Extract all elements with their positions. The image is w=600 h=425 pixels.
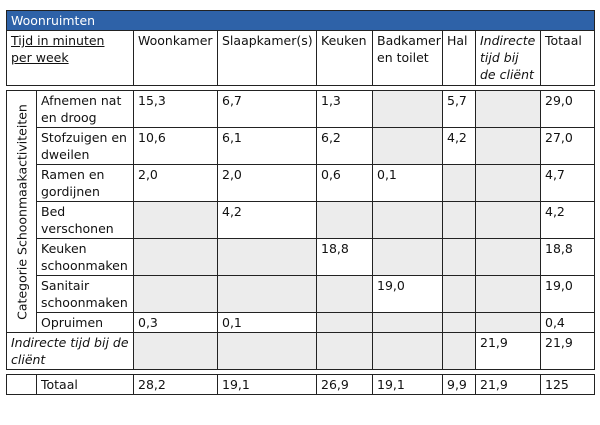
table-row [7, 313, 595, 333]
activity-label: Sanitair schoonmaken [37, 276, 134, 313]
cell-woonkamer [134, 333, 218, 370]
header-tijd: Tijd in minuten per week [7, 31, 134, 86]
total-row-label: Totaal [37, 375, 134, 395]
activity-label: Afnemen nat en droog [37, 91, 134, 128]
cell-hal [443, 165, 476, 202]
total-hal: 9,9 [443, 375, 476, 395]
header-slaapkamer: Slaapkamer(s) [218, 31, 317, 86]
cell-woonkamer: 15,3 [134, 91, 218, 128]
table-row [7, 165, 595, 202]
activity-label: Opruimen [37, 313, 134, 333]
total-indirect: 21,9 [476, 375, 541, 395]
total-keuken: 26,9 [317, 375, 373, 395]
cell-hal: 5,7 [443, 91, 476, 128]
cell-woonkamer [134, 276, 218, 313]
activity-label: Ramen en gordijnen [37, 165, 134, 202]
cell-slaapkamer: 4,2 [218, 202, 317, 239]
cell-hal [443, 333, 476, 370]
table-row [7, 239, 595, 276]
total-badkamer: 19,1 [373, 375, 443, 395]
cell-badkamer [373, 333, 443, 370]
cell-indirect [476, 202, 541, 239]
header-badkamer: Badkamer en toilet [373, 31, 443, 86]
cell-badkamer: 19,0 [373, 276, 443, 313]
cell-slaapkamer: 0,1 [218, 313, 317, 333]
table-row [7, 91, 595, 128]
cell-totaal: 21,9 [541, 333, 595, 370]
cell-keuken [317, 313, 373, 333]
cell-woonkamer: 0,3 [134, 313, 218, 333]
total-slaapkamer: 19,1 [218, 375, 317, 395]
header-indirect: Indirecte tijd bij de cliënt [476, 31, 541, 86]
activity-label: Stofzuigen en dweilen [37, 128, 134, 165]
cell-indirect [476, 276, 541, 313]
cell-indirect [476, 128, 541, 165]
cell-woonkamer: 2,0 [134, 165, 218, 202]
cell-badkamer: 0,1 [373, 165, 443, 202]
cell-hal [443, 313, 476, 333]
cell-totaal: 19,0 [541, 276, 595, 313]
cell-slaapkamer [218, 239, 317, 276]
cell-indirect [476, 91, 541, 128]
cell-badkamer [373, 239, 443, 276]
indirect-row-label: Indirecte tijd bij de cliënt [7, 333, 134, 370]
header-keuken: Keuken [317, 31, 373, 86]
header-totaal: Totaal [541, 31, 595, 86]
category-cell [7, 91, 37, 333]
total-woonkamer: 28,2 [134, 375, 218, 395]
total-totaal: 125 [541, 375, 595, 395]
cell-totaal: 0,4 [541, 313, 595, 333]
cell-woonkamer [134, 202, 218, 239]
woonruimten-table [6, 10, 595, 395]
cell-hal [443, 276, 476, 313]
activity-label: Keuken schoonmaken [37, 239, 134, 276]
category-label: Categorie Schoonmaakactiviteiten [14, 103, 29, 320]
cell-badkamer [373, 91, 443, 128]
total-row-blank [7, 375, 37, 395]
indirect-row [7, 333, 595, 370]
cell-totaal: 29,0 [541, 91, 595, 128]
cell-slaapkamer: 6,7 [218, 91, 317, 128]
cell-slaapkamer: 6,1 [218, 128, 317, 165]
cell-totaal: 18,8 [541, 239, 595, 276]
cell-slaapkamer [218, 276, 317, 313]
header-hal: Hal [443, 31, 476, 86]
cell-indirect: 21,9 [476, 333, 541, 370]
table-row [7, 202, 595, 239]
cell-keuken: 18,8 [317, 239, 373, 276]
table-row [7, 128, 595, 165]
table-title: Woonruimten [7, 11, 595, 31]
cell-keuken [317, 276, 373, 313]
cell-badkamer [373, 128, 443, 165]
cell-badkamer [373, 202, 443, 239]
cell-indirect [476, 239, 541, 276]
cell-woonkamer [134, 239, 218, 276]
cell-hal [443, 239, 476, 276]
cell-slaapkamer: 2,0 [218, 165, 317, 202]
cell-keuken: 0,6 [317, 165, 373, 202]
cell-totaal: 27,0 [541, 128, 595, 165]
activity-label: Bed verschonen [37, 202, 134, 239]
cell-slaapkamer [218, 333, 317, 370]
cell-hal: 4,2 [443, 128, 476, 165]
table-row [7, 276, 595, 313]
cell-woonkamer: 10,6 [134, 128, 218, 165]
cell-indirect [476, 313, 541, 333]
total-row [7, 375, 595, 395]
cell-totaal: 4,2 [541, 202, 595, 239]
cell-totaal: 4,7 [541, 165, 595, 202]
header-woonkamer: Woonkamer [134, 31, 218, 86]
cell-badkamer [373, 313, 443, 333]
cell-keuken [317, 333, 373, 370]
cell-hal [443, 202, 476, 239]
cell-indirect [476, 165, 541, 202]
cell-keuken [317, 202, 373, 239]
cell-keuken: 6,2 [317, 128, 373, 165]
cell-keuken: 1,3 [317, 91, 373, 128]
